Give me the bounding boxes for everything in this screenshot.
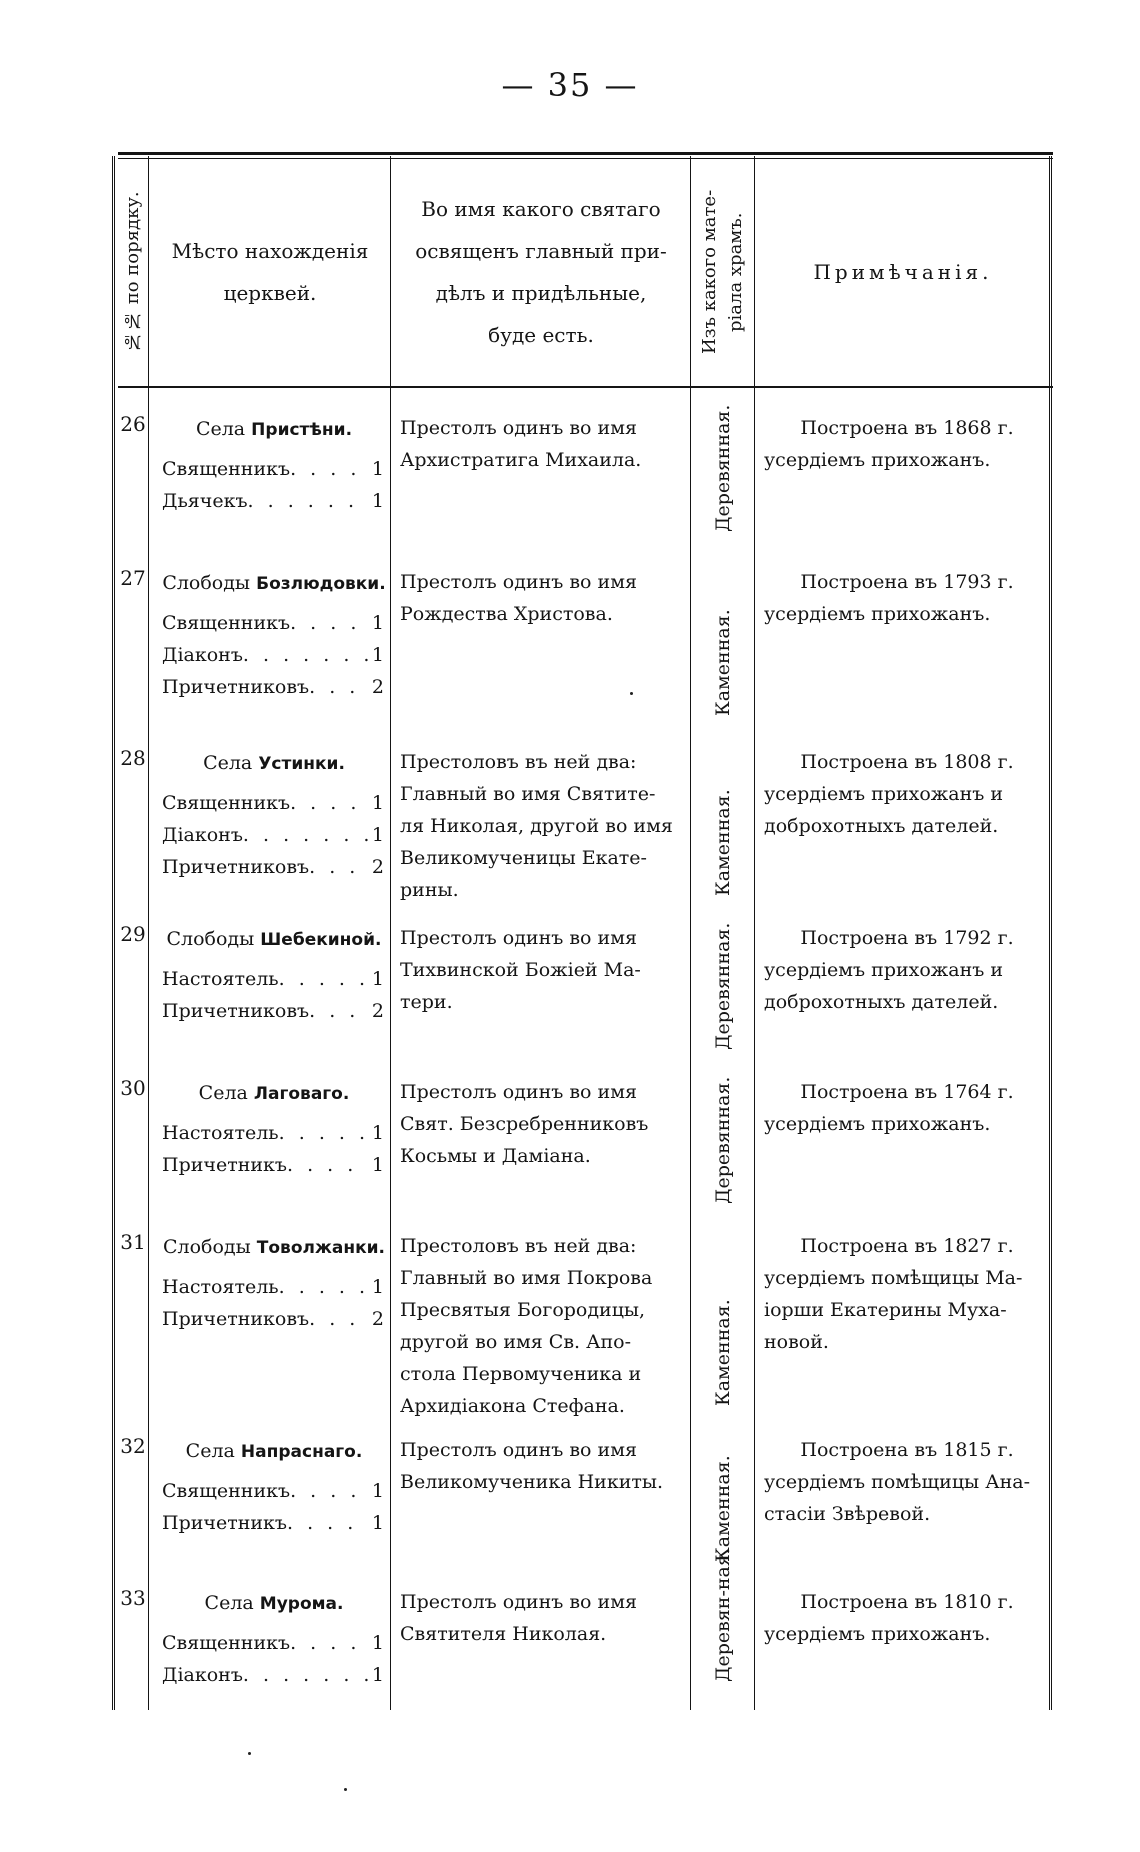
location-title xyxy=(156,1230,392,1265)
row-number: 30 xyxy=(120,1076,146,1100)
dedication-line: стола Первомученика и xyxy=(400,1363,642,1385)
dedication-line: Престолъ одинъ во имя xyxy=(400,1081,637,1103)
clergy-role: Причетникъ xyxy=(162,1154,288,1176)
clergy-role: Священникъ xyxy=(162,612,291,634)
material-label: Каменная. xyxy=(712,1455,734,1562)
dedication-line: Пресвятыя Богородицы, xyxy=(400,1299,646,1321)
row-note xyxy=(764,922,1050,1018)
note-line: Построена въ 1868 г. xyxy=(800,417,1014,439)
clergy-entry xyxy=(162,485,384,517)
clergy-entry xyxy=(162,1659,384,1691)
dedication-line: Святителя Николая. xyxy=(400,1623,607,1645)
church-material xyxy=(692,404,754,532)
leader-dots xyxy=(243,639,368,671)
clergy-role: Священникъ xyxy=(162,1480,291,1502)
note-line: усердіемъ помѣщицы Ана- xyxy=(764,1471,1030,1493)
leader-dots xyxy=(290,453,368,485)
note-line: іорши Екатерины Муха- xyxy=(764,1299,1007,1321)
dedication-line: ля Николая, другой во имя xyxy=(400,815,673,837)
location-name: Пристѣни. xyxy=(251,420,353,440)
dedication-text xyxy=(400,1076,682,1172)
clergy-role: Священникъ xyxy=(162,458,291,480)
leader-dots xyxy=(287,1149,368,1181)
print-speck xyxy=(630,692,633,695)
dedication-line: Свят. Безсребренниковъ xyxy=(400,1113,649,1135)
clergy-role: Священникъ xyxy=(162,792,291,814)
header-dedication xyxy=(394,164,688,380)
clergy-count: 1 xyxy=(371,1664,384,1686)
location-kind: Слободы xyxy=(162,1236,251,1258)
church-material xyxy=(692,1434,754,1562)
row-note xyxy=(764,1586,1050,1650)
header-notes xyxy=(758,164,1048,380)
clergy-count: 1 xyxy=(371,490,384,512)
clergy-role: Діаконъ xyxy=(162,644,243,666)
location-name: Бозлюдовки. xyxy=(256,574,386,594)
table-row xyxy=(118,922,1053,1070)
location-name: Мурома. xyxy=(259,1594,344,1614)
note-line: новой. xyxy=(764,1331,829,1353)
header-dedication-line: Во имя какого святаго xyxy=(421,197,661,221)
church-material xyxy=(692,1076,754,1204)
note-line: усердіемъ прихожанъ. xyxy=(764,1623,991,1645)
dedication-line: Архистратига Михаила. xyxy=(400,449,642,471)
clergy-count: 1 xyxy=(371,824,384,846)
clergy-entry xyxy=(162,639,384,671)
clergy-role: Дьячекъ xyxy=(162,490,248,512)
note-line: усердіемъ прихожанъ. xyxy=(764,449,991,471)
dedication-line: Главный во имя Святите- xyxy=(400,783,656,805)
leader-dots xyxy=(279,1271,368,1303)
table-row xyxy=(118,1548,1053,1702)
clergy-entry xyxy=(162,1507,384,1539)
leader-dots xyxy=(243,819,368,851)
location-title xyxy=(156,922,392,957)
leader-dots xyxy=(248,485,368,517)
location-kind: Села xyxy=(195,418,246,440)
clergy-count: 1 xyxy=(371,1122,384,1144)
row-number: 32 xyxy=(120,1434,146,1458)
clergy-entry xyxy=(162,1149,384,1181)
note-line: усердіемъ прихожанъ. xyxy=(764,1113,991,1135)
note-line: Построена въ 1792 г. xyxy=(800,927,1014,949)
leader-dots xyxy=(243,1659,368,1691)
dedication-line: Тихвинской Божіей Ма- xyxy=(400,959,641,981)
clergy-entry xyxy=(162,1627,384,1659)
location-title xyxy=(156,746,392,781)
clergy-role: Священникъ xyxy=(162,1632,291,1654)
page-number: — 35 — xyxy=(501,66,639,104)
row-number: 29 xyxy=(120,922,146,946)
row-number: 28 xyxy=(120,746,146,770)
church-material xyxy=(692,1230,754,1406)
church-material xyxy=(692,1548,754,1682)
clergy-role: Діаконъ xyxy=(162,1664,243,1686)
location-name: Напраснаго. xyxy=(240,1442,363,1462)
location-name: Устинки. xyxy=(258,754,345,774)
row-note xyxy=(764,746,1050,842)
clergy-count: 1 xyxy=(371,968,384,990)
row-number: 31 xyxy=(120,1230,146,1254)
clergy-count: 1 xyxy=(371,644,384,666)
clergy-role: Причетниковъ xyxy=(162,1308,310,1330)
row-number: 27 xyxy=(120,566,146,590)
clergy-entry xyxy=(162,963,384,995)
clergy-role: Настоятель xyxy=(162,1276,279,1298)
material-label: Каменная. xyxy=(712,1299,734,1406)
location-name: Шебекиной. xyxy=(260,930,382,950)
material-label: Деревян-ная. xyxy=(712,1548,734,1682)
table-row xyxy=(118,1076,1053,1224)
dedication-line: Престолъ одинъ во имя xyxy=(400,927,637,949)
table-row xyxy=(118,404,1053,552)
leader-dots xyxy=(279,1117,368,1149)
leader-dots xyxy=(290,607,368,639)
header-number-label: №№ по порядку. xyxy=(122,191,143,353)
material-label: Деревянная. xyxy=(712,922,734,1050)
location-kind: Слободы xyxy=(166,928,255,950)
dedication-line: Архидіакона Стефана. xyxy=(400,1395,625,1417)
clergy-entry xyxy=(162,787,384,819)
location-name: Лаговаго. xyxy=(253,1084,350,1104)
clergy-count: 2 xyxy=(371,1308,384,1330)
location-title xyxy=(156,1434,392,1469)
table-row xyxy=(118,1434,1053,1582)
dedication-line: Косьмы и Даміана. xyxy=(400,1145,591,1167)
note-line: Построена въ 1808 г. xyxy=(800,751,1014,773)
clergy-count: 1 xyxy=(371,1512,384,1534)
column-rule-left xyxy=(112,156,115,1710)
row-note xyxy=(764,1434,1050,1530)
header-dedication-line: буде есть. xyxy=(488,323,594,347)
header-dedication-line: дѣлъ и придѣльные, xyxy=(435,281,647,305)
note-line: усердіемъ помѣщицы Ма- xyxy=(764,1267,1023,1289)
clergy-entry xyxy=(162,1475,384,1507)
dedication-text xyxy=(400,566,682,630)
location-title xyxy=(156,566,392,601)
row-note xyxy=(764,1230,1050,1358)
church-material xyxy=(692,566,754,716)
leader-dots xyxy=(287,1507,368,1539)
clergy-count: 2 xyxy=(371,856,384,878)
clergy-entry xyxy=(162,453,384,485)
clergy-role: Причетниковъ xyxy=(162,1000,310,1022)
clergy-role: Настоятель xyxy=(162,1122,279,1144)
dedication-text xyxy=(400,922,682,1018)
header-dedication-line: освященъ главный при- xyxy=(415,239,667,263)
location-title xyxy=(156,1076,392,1111)
clergy-count: 2 xyxy=(371,676,384,698)
location-kind: Слободы xyxy=(162,572,251,594)
leader-dots xyxy=(290,1475,368,1507)
row-note xyxy=(764,566,1050,630)
table-row xyxy=(118,746,1053,916)
clergy-entry xyxy=(162,1117,384,1149)
clergy-role: Причетниковъ xyxy=(162,856,310,878)
header-place-line: Мѣсто нахожденія xyxy=(171,239,369,263)
row-number: 33 xyxy=(120,1586,146,1610)
header-material-line: Изъ какого мате- xyxy=(699,189,720,355)
row-note xyxy=(764,1076,1050,1140)
clergy-entry xyxy=(162,1303,384,1335)
dedication-line: Престоловъ въ ней два: xyxy=(400,1235,637,1257)
note-line: Построена въ 1827 г. xyxy=(800,1235,1014,1257)
leader-dots xyxy=(309,995,368,1027)
note-line: Построена въ 1815 г. xyxy=(800,1439,1014,1461)
dedication-line: Престоловъ въ ней два: xyxy=(400,751,637,773)
note-line: Построена въ 1793 г. xyxy=(800,571,1014,593)
clergy-entry xyxy=(162,995,384,1027)
header-material xyxy=(694,164,752,380)
location-kind: Села xyxy=(198,1082,248,1104)
note-line: доброхотныхъ дателей. xyxy=(764,991,999,1013)
print-speck xyxy=(248,1752,251,1755)
dedication-text xyxy=(400,1434,682,1498)
clergy-entry xyxy=(162,607,384,639)
note-line: усердіемъ прихожанъ. xyxy=(764,603,991,625)
clergy-role: Настоятель xyxy=(162,968,279,990)
dedication-line: Престолъ одинъ во имя xyxy=(400,417,637,439)
clergy-role: Причетникъ xyxy=(162,1512,288,1534)
dedication-text xyxy=(400,1586,682,1650)
location-title xyxy=(156,1586,392,1621)
dedication-line: другой во имя Св. Апо- xyxy=(400,1331,632,1353)
dedication-line: Престолъ одинъ во имя xyxy=(400,571,637,593)
header-bottom-rule xyxy=(118,386,1053,388)
leader-dots xyxy=(309,1303,368,1335)
dedication-text xyxy=(400,412,682,476)
clergy-count: 1 xyxy=(371,612,384,634)
clergy-entry xyxy=(162,671,384,703)
clergy-count: 1 xyxy=(371,1632,384,1654)
clergy-role: Діаконъ xyxy=(162,824,243,846)
material-label: Деревянная. xyxy=(712,404,734,532)
header-place xyxy=(152,164,388,380)
dedication-line: Рождества Христова. xyxy=(400,603,613,625)
location-title xyxy=(156,412,392,447)
dedication-text xyxy=(400,1230,682,1422)
clergy-count: 1 xyxy=(371,458,384,480)
leader-dots xyxy=(309,671,368,703)
dedication-line: рины. xyxy=(400,879,459,901)
clergy-role: Причетниковъ xyxy=(162,676,310,698)
clergy-entry xyxy=(162,819,384,851)
note-line: Построена въ 1764 г. xyxy=(800,1081,1014,1103)
dedication-line: Престолъ одинъ во имя xyxy=(400,1439,637,1461)
clergy-count: 1 xyxy=(371,1154,384,1176)
dedication-line: Великомученика Никиты. xyxy=(400,1471,664,1493)
dedication-text xyxy=(400,746,682,906)
dedication-line: Великомученицы Екате- xyxy=(400,847,647,869)
header-place-line: церквей. xyxy=(223,281,317,305)
dedication-line: Главный во имя Покрова xyxy=(400,1267,653,1289)
clergy-entry xyxy=(162,851,384,883)
table-top-rule xyxy=(118,152,1053,155)
leader-dots xyxy=(279,963,368,995)
table-top-rule-thin xyxy=(118,158,1053,159)
leader-dots xyxy=(309,851,368,883)
clergy-count: 2 xyxy=(371,1000,384,1022)
table-row xyxy=(118,566,1053,736)
note-line: доброхотныхъ дателей. xyxy=(764,815,999,837)
material-label: Деревянная. xyxy=(712,1076,734,1204)
note-line: стасіи Звѣревой. xyxy=(764,1503,931,1525)
leader-dots xyxy=(290,787,368,819)
print-speck xyxy=(344,1788,347,1791)
clergy-count: 1 xyxy=(371,792,384,814)
header-notes-label: Примѣчанія. xyxy=(813,260,993,284)
clergy-count: 1 xyxy=(371,1480,384,1502)
leader-dots xyxy=(290,1627,368,1659)
note-line: Построена въ 1810 г. xyxy=(800,1591,1014,1613)
location-kind: Села xyxy=(203,752,253,774)
clergy-count: 1 xyxy=(371,1276,384,1298)
material-label: Каменная. xyxy=(712,789,734,896)
header-number xyxy=(118,164,148,380)
row-number: 26 xyxy=(120,412,146,436)
header-material-line: ріала храмъ. xyxy=(725,212,746,332)
church-material xyxy=(692,922,754,1050)
church-material xyxy=(692,746,754,896)
clergy-entry xyxy=(162,1271,384,1303)
location-name: Товолжанки. xyxy=(256,1238,385,1258)
note-line: усердіемъ прихожанъ и xyxy=(764,959,1004,981)
dedication-line: Престолъ одинъ во имя xyxy=(400,1591,637,1613)
note-line: усердіемъ прихожанъ и xyxy=(764,783,1004,805)
material-label: Каменная. xyxy=(712,609,734,716)
dedication-line: тери. xyxy=(400,991,453,1013)
table-row xyxy=(118,1230,1053,1426)
location-kind: Села xyxy=(185,1440,235,1462)
row-note xyxy=(764,412,1050,476)
location-kind: Села xyxy=(204,1592,254,1614)
